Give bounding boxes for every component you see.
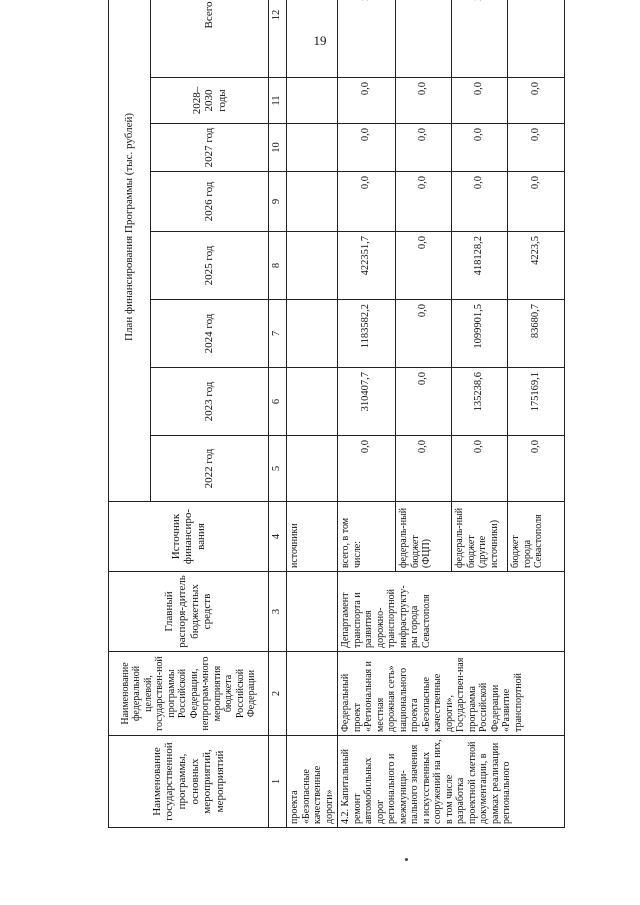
header-year-2024: 2024 год [151,300,269,368]
empty-cell [287,172,338,232]
value-total [338,0,396,78]
column-number: 1 [269,736,287,828]
header-year-2025: 2025 год [151,232,269,300]
value-2022: 0,0 [452,436,508,502]
value-2024: 1099901,5 [452,300,508,368]
column-number-row [269,0,287,828]
value-2025: 422351,7 [338,232,396,300]
funding-source: федераль-ный бюджет (ФЦП) [396,502,452,572]
value-2026: 0,0 [508,172,565,232]
column-number: 5 [269,436,287,502]
column-number: 9 [269,172,287,232]
value-2023: 175169,1 [508,368,565,436]
empty-cell [287,124,338,172]
value-2025: 4223,5 [508,232,565,300]
column-number: 8 [269,232,287,300]
header-year-2023: 2023 год [151,368,269,436]
table-row [338,0,396,828]
funding-source: бюджет города Севастополя [508,502,565,572]
federal-project-name: Федеральный проект «Региональная и местная дорожная сеть» национального проекта «Безопасные качественные дороги», Государствен-ная программа Российской Федерации «Развитие транспортной [338,652,565,736]
header-funding-source: Источник финансиро-вания [109,502,269,572]
value-total [452,0,508,78]
funding-source: всего, в том числе: [338,502,396,572]
value-2028-2030: 0,0 [396,78,452,124]
value-2026: 0,0 [338,172,396,232]
value-2027: 0,0 [508,124,565,172]
empty-cell [287,232,338,300]
value-2025: 418128,2 [452,232,508,300]
header-program-name: Наименование государственной программы, основных мероприятий, мероприятий [109,736,269,828]
value-2026: 0,0 [452,172,508,232]
value-2028-2030: 0,0 [508,78,565,124]
header-row-group [109,0,151,828]
value-total [396,0,452,78]
header-federal-program: Наименование федеральной целевой, государствен-ной программы Российской Федерации, непрограм-много мероприятия бюджета Российской Федерации [109,652,269,736]
value-2024: 0,0 [396,300,452,368]
column-number: 3 [269,572,287,652]
value-2027: 0,0 [452,124,508,172]
empty-cell [287,78,338,124]
continuation-row [287,0,338,828]
column-number: 12 [269,0,287,78]
value-2025: 0,0 [396,232,452,300]
column-number: 4 [269,502,287,572]
header-budget-manager: Главный распоря-дитель бюджетных средств [109,572,269,652]
header-total: Всего [151,0,269,78]
scan-speck [405,858,408,861]
header-year-2026: 2026 год [151,172,269,232]
empty-cell [287,368,338,436]
budget-manager-name: Департамент транспорта и развития дорожно-транспортной инфраструкту-ры города Севастополя [338,572,565,652]
value-2022: 0,0 [508,436,565,502]
value-2023: 310407,7 [338,368,396,436]
header-year-2022: 2022 год [151,436,269,502]
funding-source: федераль-ный бюджет (другие источники) [452,502,508,572]
value-2024: 83680,7 [508,300,565,368]
value-2026: 0,0 [396,172,452,232]
value-total [508,0,565,78]
continuation-source: источники [287,502,338,572]
empty-cell [287,300,338,368]
header-financing-plan: План финансирования Программы (тыс. рублей) [109,0,151,502]
value-2023: 0,0 [396,368,452,436]
value-2022: 0,0 [338,436,396,502]
continuation-project-name: проекта «Безопасные качественные дороги» [287,736,338,828]
value-2027: 0,0 [396,124,452,172]
header-year-2027: 2027 год [151,124,269,172]
empty-cell [287,0,338,78]
value-2024: 1183582,2 [338,300,396,368]
header-years-2028-2030: 2028–2030 годы [151,78,269,124]
value-2022: 0,0 [396,436,452,502]
value-2028-2030: 0,0 [338,78,396,124]
column-number: 2 [269,652,287,736]
column-number: 7 [269,300,287,368]
column-number: 11 [269,78,287,124]
value-2027: 0,0 [338,124,396,172]
value-2023: 135238,6 [452,368,508,436]
empty-cell [287,436,338,502]
financing-table [108,0,565,828]
measure-name: 4.2. Капитальный ремонт автомобильных дорог регионального и межмуници-пального значения и искусственных сооружений на них, в том числе разработка проектной сметной документации, в рамках реализации регионального [338,736,565,828]
empty-cell [287,572,338,652]
column-number: 10 [269,124,287,172]
page-number: 19 [313,33,327,48]
value-2028-2030: 0,0 [452,78,508,124]
empty-cell [287,652,338,736]
column-number: 6 [269,368,287,436]
